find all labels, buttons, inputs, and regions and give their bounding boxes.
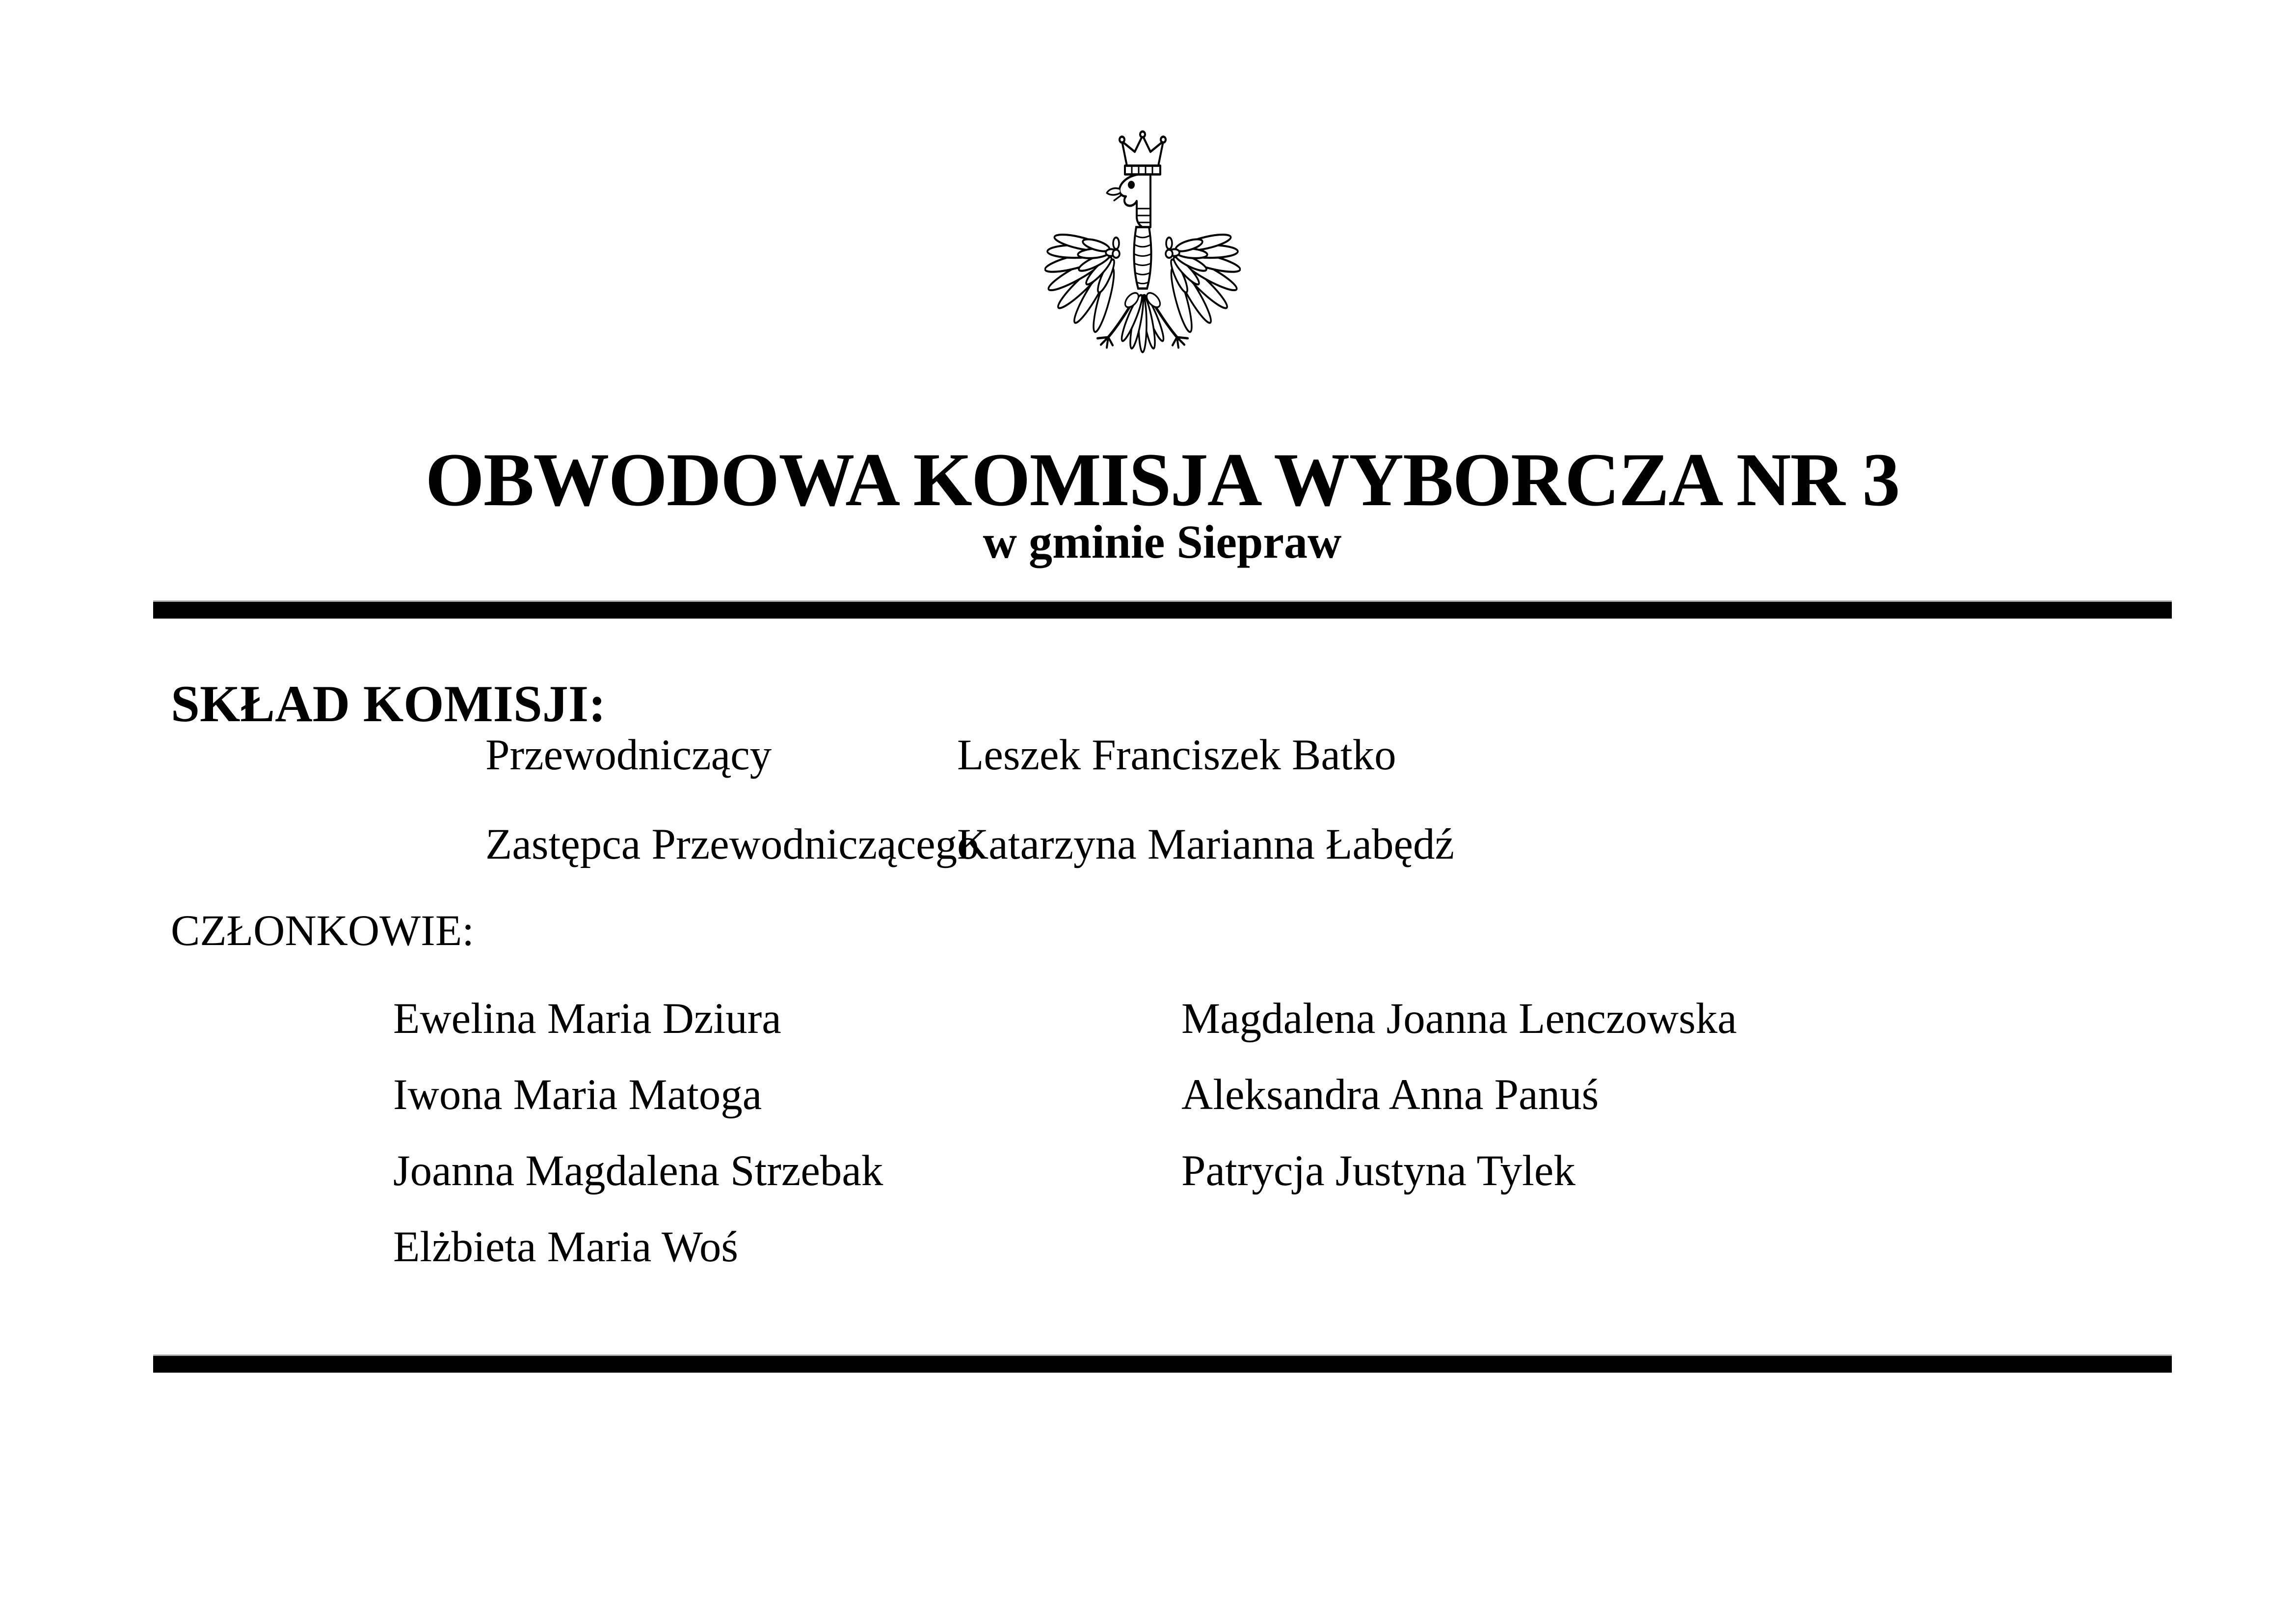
polish-eagle-icon (1044, 129, 1241, 360)
document-subtitle: w gminie Siepraw (983, 515, 1342, 568)
member-name: Elżbieta Maria Woś (393, 1223, 738, 1271)
top-divider (153, 600, 2172, 619)
document-title: OBWODOWA KOMISJA WYBORCZA NR 3 (425, 437, 1899, 522)
role-name-deputy-chairman: Katarzyna Marianna Łabędź (957, 820, 1455, 868)
bottom-divider (153, 1354, 2172, 1373)
role-title-chairman: Przewodniczący (485, 731, 772, 779)
member-name: Aleksandra Anna Panuś (1181, 1071, 1599, 1119)
committee-composition-heading: SKŁAD KOMISJI: (171, 675, 606, 732)
role-name-chairman: Leszek Franciszek Batko (957, 731, 1396, 779)
member-name: Iwona Maria Matoga (393, 1071, 762, 1119)
members-heading: CZŁONKOWIE: (171, 907, 474, 955)
member-name: Ewelina Maria Dziura (393, 995, 781, 1043)
role-title-deputy-chairman: Zastępca Przewodniczącego (485, 820, 979, 868)
member-name: Joanna Magdalena Strzebak (393, 1147, 883, 1195)
member-name: Magdalena Joanna Lenczowska (1181, 995, 1737, 1043)
member-name: Patrycja Justyna Tylek (1181, 1147, 1575, 1195)
